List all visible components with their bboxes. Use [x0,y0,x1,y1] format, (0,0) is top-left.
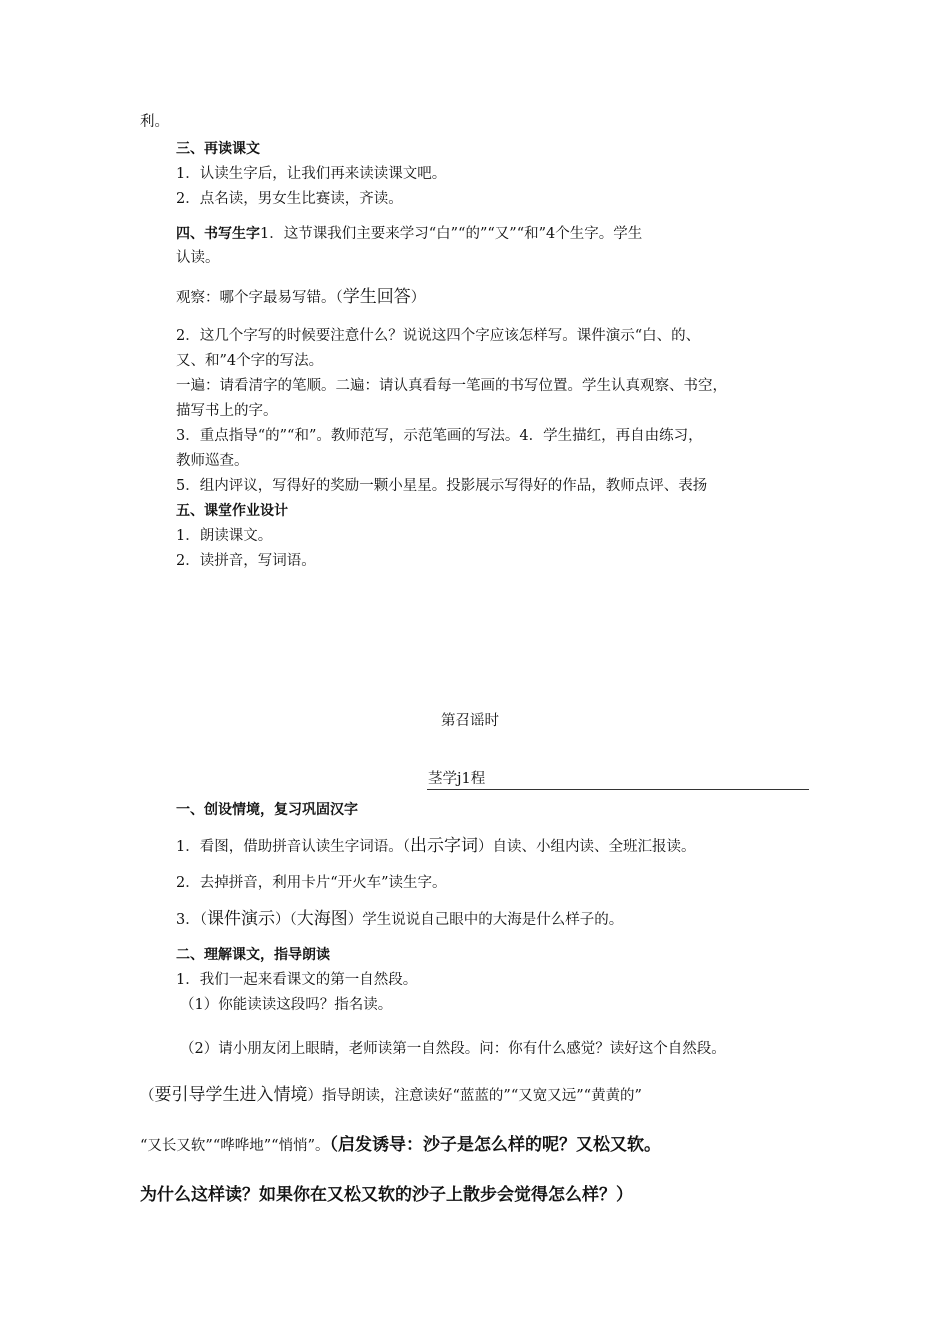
heading-homework: 五、课堂作业设计 [176,503,288,519]
heading-reading: 二、理解课文，指导朗读 [176,947,330,963]
reading-question-2: （2）请小朋友闭上眼睛，老师读第一自然段。问：你有什么感觉？读好这个自然段。 [180,1041,726,1057]
writing-item-2-line-a: 2．这几个字写的时候要注意什么？说说这四个字应该怎样写。课件演示“白、的、 [176,328,701,344]
homework-item-2: 2．读拼音，写词语。 [176,553,316,569]
observe-line: 观察：哪个字最易写错。（学生回答） [176,287,426,307]
homework-item-1: 1．朗读课文。 [176,528,273,544]
writing-item-3-line-a: 3．重点指导“的”“和”。教师范写，示范笔画的写法。4．学生描红，再自由练习， [176,428,703,444]
writing-item-2-line-b: 又、和”4个字的写法。 [176,353,324,369]
heading-scenario: 一、创设情境，复习巩固汉字 [176,802,358,818]
scenario-item-3: 3．（课件演示）（大海图）学生说说自己眼中的大海是什么样子的。 [176,909,624,929]
heading-writing: 四、书写生字 [176,226,260,242]
writing-item-5: 5．组内评议，写得好的奖励一颗小星星。投影展示写得好的作品，教师点评、表扬 [176,478,708,494]
writing-item-3-line-b: 教师巡查。 [176,453,249,469]
reading-question-1: （1）你能读读这段吗？指名读。 [180,997,393,1013]
process-title: 茎学j1程 [428,771,486,787]
scenario-item-1: 1．看图，借助拼音认读生字词语。（出示字词）自读、小组内读、全班汇报读。 [176,836,696,856]
words-line: “又长又软”“哗哗地”“悄悄”。（启发诱导：沙子是怎么样的呢？又松又软。 [140,1135,661,1155]
writing-item-1-line-b: 认读。 [176,250,220,266]
writing-note-line-b: 描写书上的字。 [176,403,278,419]
writing-note-line-a: 一遍：请看清字的笔顺。二遍：请认真看每一笔画的书写位置。学生认真观察、书空， [176,378,727,394]
reread-item-1: 1．认读生字后，让我们再来读读课文吧。 [176,166,447,182]
scenario-item-2: 2．去掉拼音，利用卡片“开火车”读生字。 [176,875,447,891]
guide-line: （要引导学生进入情境）指导朗读，注意读好“蓝蓝的”“又宽又远”“黄黄的” [140,1085,642,1105]
reading-item-1: 1．我们一起来看课文的第一自然段。 [176,972,418,988]
reread-item-2: 2．点名读，男女生比赛读，齐读。 [176,191,403,207]
inspire-line: 为什么这样读？如果你在又松又软的沙子上散步会觉得怎么样？） [140,1185,633,1205]
period-title: 第召谣时 [441,713,499,729]
continued-text: 利。 [140,114,169,130]
heading-reread: 三、再读课文 [176,141,260,157]
title-underline [427,789,809,790]
writing-item-1-line-a: 四、书写生字1．这节课我们主要来学习“白”“的”“又”“和”4个生字。学生 [176,226,643,242]
